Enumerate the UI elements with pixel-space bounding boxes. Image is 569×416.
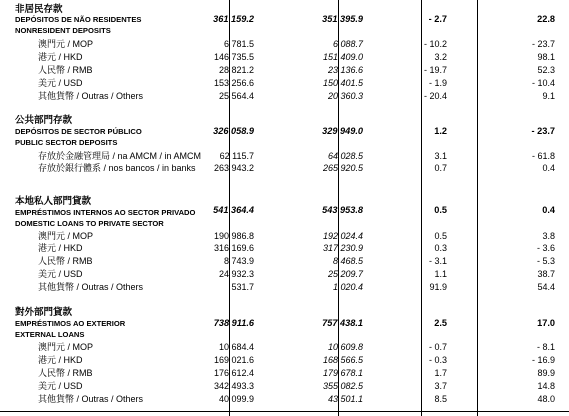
row-change-1: 91.9 — [429, 282, 447, 292]
section-pt-title: EMPRÉSTIMOS INTERNOS AO SECTOR PRIVADO — [15, 208, 196, 217]
section-zh-title: 公共部門存款 — [15, 115, 73, 126]
row-change-2: - 10.4 — [531, 78, 555, 88]
row-change-2: 89.9 — [537, 368, 555, 378]
row-change-1: 0.7 — [434, 163, 447, 173]
row-change-2: 14.8 — [537, 381, 555, 391]
table-row — [0, 393, 569, 406]
total-change-1: 0.5 — [434, 205, 447, 215]
row-change-1: - 19.7 — [423, 65, 447, 75]
row-label: 其他貨幣 / Outras / Others — [38, 91, 144, 101]
section-en-row — [0, 136, 569, 149]
section-en-row — [0, 24, 569, 37]
row-change-2: - 23.7 — [531, 39, 555, 49]
row-value-2: 192 024.4 — [322, 231, 363, 241]
row-value-2: 1 020.4 — [332, 282, 363, 292]
row-change-2: 9.1 — [542, 91, 555, 101]
total-change-2: 22.8 — [537, 14, 555, 24]
total-change-2: 0.4 — [542, 205, 555, 215]
table-row — [0, 38, 569, 51]
row-value-2: 25 209.7 — [327, 269, 363, 279]
row-change-1: 3.2 — [434, 52, 447, 62]
total-value-2: 757 438.1 — [322, 318, 363, 328]
row-value-2: 355 082.5 — [322, 381, 363, 391]
row-change-1: 0.5 — [434, 231, 447, 241]
table-row — [0, 281, 569, 294]
table-row — [0, 255, 569, 268]
table-row — [0, 341, 569, 354]
table-row — [0, 162, 569, 175]
row-change-1: 1.1 — [434, 269, 447, 279]
row-label: 澳門元 / MOP — [38, 39, 94, 49]
row-label: 澳門元 / MOP — [38, 342, 94, 352]
row-label: 港元 / HKD — [38, 243, 83, 253]
table-bottom-rule — [0, 411, 569, 412]
row-value-2: 20 360.3 — [327, 91, 363, 101]
row-change-1: 0.3 — [434, 243, 447, 253]
row-change-1: 3.7 — [434, 381, 447, 391]
row-label: 存放於銀行體系 / nos bancos / in banks — [38, 163, 196, 173]
row-value-1: 263 943.2 — [213, 163, 254, 173]
table-row — [0, 64, 569, 77]
section-en-title: NONRESIDENT DEPOSITS — [15, 26, 111, 35]
row-change-2: - 61.8 — [531, 151, 555, 161]
row-value-2: 6 088.7 — [332, 39, 363, 49]
section-pt-title: EMPRÉSTIMOS AO EXTERIOR — [15, 319, 126, 328]
total-value-1: 361 159.2 — [213, 14, 254, 24]
row-change-2: - 3.6 — [536, 243, 555, 253]
row-change-1: - 1.9 — [428, 78, 447, 88]
row-change-1: - 3.1 — [428, 256, 447, 266]
row-value-2: 265 920.5 — [322, 163, 363, 173]
row-label: 澳門元 / MOP — [38, 231, 94, 241]
row-value-1: 169 021.6 — [213, 355, 254, 365]
row-value-1: 153 256.6 — [213, 78, 254, 88]
section-pt-title: DEPÓSITOS DE NÃO RESIDENTES — [15, 15, 142, 24]
row-value-1: 146 735.5 — [213, 52, 254, 62]
row-value-2: 151 409.0 — [322, 52, 363, 62]
row-value-2: 23 136.6 — [327, 65, 363, 75]
row-change-2: 54.4 — [537, 282, 555, 292]
row-change-2: 0.4 — [542, 163, 555, 173]
row-value-1: 24 932.3 — [218, 269, 254, 279]
row-label: 存放於金融管理局 / na AMCM / in AMCM — [38, 151, 202, 161]
table-row — [0, 268, 569, 281]
section-en-row — [0, 217, 569, 230]
section-en-row — [0, 328, 569, 341]
table-row — [0, 354, 569, 367]
row-change-1: 1.7 — [434, 368, 447, 378]
row-change-2: - 5.3 — [536, 256, 555, 266]
row-change-2: 48.0 — [537, 394, 555, 404]
section-total-row — [0, 204, 569, 217]
row-change-1: - 0.7 — [428, 342, 447, 352]
row-change-2: - 8.1 — [536, 342, 555, 352]
table-row — [0, 77, 569, 90]
row-label: 其他貨幣 / Outras / Others — [38, 394, 144, 404]
row-value-2: 10 609.8 — [327, 342, 363, 352]
table-row — [0, 242, 569, 255]
total-value-1: 738 911.6 — [213, 318, 254, 328]
row-value-1: 316 169.6 — [213, 243, 254, 253]
row-value-1: 10 684.4 — [218, 342, 254, 352]
section-pt-title: DEPÓSITOS DE SECTOR PÚBLICO — [15, 127, 142, 136]
section-en-title: DOMESTIC LOANS TO PRIVATE SECTOR — [15, 219, 164, 228]
section-en-title: PUBLIC SECTOR DEPOSITS — [15, 138, 118, 147]
row-label: 美元 / USD — [38, 269, 83, 279]
row-value-2: 317 230.9 — [322, 243, 363, 253]
row-value-2: 168 566.5 — [322, 355, 363, 365]
row-label: 人民幣 / RMB — [38, 368, 93, 378]
row-change-1: 8.5 — [434, 394, 447, 404]
row-label: 其他貨幣 / Outras / Others — [38, 282, 144, 292]
row-label: 人民幣 / RMB — [38, 65, 93, 75]
total-change-1: - 2.7 — [428, 14, 447, 24]
row-value-1: 28 821.2 — [218, 65, 254, 75]
total-value-1: 326 058.9 — [213, 126, 254, 136]
row-change-1: - 20.4 — [423, 91, 447, 101]
total-value-1: 541 364.4 — [213, 205, 254, 215]
total-value-2: 351 395.9 — [322, 14, 363, 24]
row-label: 港元 / HKD — [38, 355, 83, 365]
table-row — [0, 380, 569, 393]
total-value-2: 543 953.8 — [322, 205, 363, 215]
row-value-2: 43 501.1 — [327, 394, 363, 404]
table-row — [0, 367, 569, 380]
row-change-2: 38.7 — [537, 269, 555, 279]
row-label: 港元 / HKD — [38, 52, 83, 62]
row-value-1: 8 743.9 — [223, 256, 254, 266]
row-value-1: 25 564.4 — [218, 91, 254, 101]
section-zh-title: 非居民存款 — [15, 4, 63, 15]
row-change-1: - 0.3 — [428, 355, 447, 365]
section-zh-title: 對外部門貸款 — [15, 307, 73, 318]
row-value-2: 179 678.1 — [322, 368, 363, 378]
row-label: 美元 / USD — [38, 78, 83, 88]
row-value-1: 40 099.9 — [218, 394, 254, 404]
table-row — [0, 51, 569, 64]
row-value-1: 62 115.7 — [219, 151, 254, 161]
total-change-2: 17.0 — [537, 318, 555, 328]
row-change-2: 98.1 — [537, 52, 555, 62]
total-change-2: - 23.7 — [531, 126, 555, 136]
section-en-title: EXTERNAL LOANS — [15, 330, 85, 339]
table-row — [0, 90, 569, 103]
row-value-1: 342 493.3 — [213, 381, 254, 391]
row-change-2: 52.3 — [537, 65, 555, 75]
row-change-1: 3.1 — [434, 151, 447, 161]
row-value-1: 531.7 — [231, 282, 254, 292]
row-value-2: 8 468.5 — [332, 256, 363, 266]
row-value-2: 150 401.5 — [322, 78, 363, 88]
section-zh-title: 本地私人部門貸款 — [15, 196, 92, 207]
row-change-1: - 10.2 — [423, 39, 447, 49]
row-label: 美元 / USD — [38, 381, 83, 391]
row-label: 人民幣 / RMB — [38, 256, 93, 266]
total-change-1: 1.2 — [434, 126, 447, 136]
total-value-2: 329 949.0 — [322, 126, 363, 136]
row-value-1: 176 612.4 — [213, 368, 254, 378]
total-change-1: 2.5 — [434, 318, 447, 328]
row-change-2: - 16.9 — [531, 355, 555, 365]
row-change-2: 3.8 — [542, 231, 555, 241]
row-value-2: 64 028.5 — [327, 151, 363, 161]
row-value-1: 190 986.8 — [213, 231, 254, 241]
row-value-1: 6 781.5 — [223, 39, 254, 49]
